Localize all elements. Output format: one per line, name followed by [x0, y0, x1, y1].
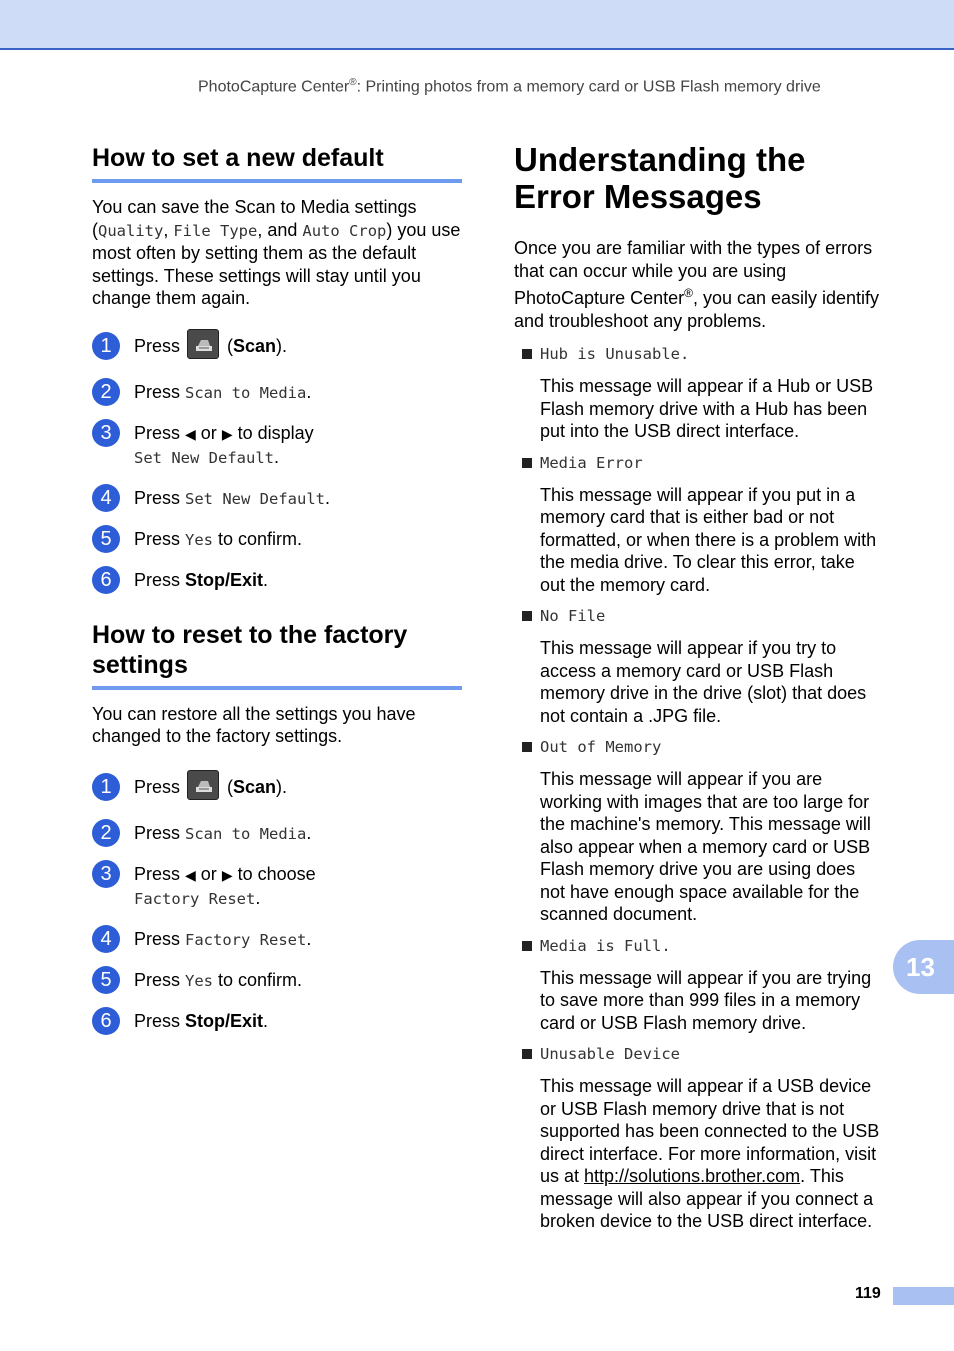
step-item: 1 Press (Scan). [92, 335, 462, 359]
square-bullet-icon [522, 941, 532, 951]
scan-key-icon[interactable] [187, 770, 219, 800]
error-code: Media is Full. [540, 936, 671, 955]
step-number: 3 [92, 860, 120, 888]
page-title: Understanding the Error Messages [514, 141, 806, 215]
step-item: 5 Press Yes to confirm. [92, 528, 462, 552]
error-code: Unusable Device [540, 1045, 680, 1063]
reset-steps [92, 776, 462, 1033]
left-arrow-icon: ◀ [185, 867, 196, 883]
footer-color-bar [893, 1287, 954, 1305]
square-bullet-icon [522, 1049, 532, 1059]
step-item: 2 Press Scan to Media. [92, 822, 462, 846]
step-number: 5 [92, 966, 120, 994]
error-description: This message will appear if you are trying to save more than 999 files in a memory card or USB Flash memory drive. [540, 967, 872, 1033]
error-code: Out of Memory [540, 738, 662, 756]
step-item: 3 Press ◀ or ▶ to choose Factory Reset. [92, 863, 462, 911]
running-header: PhotoCapture Center®: Printing photos from a memory card or USB Flash memory drive [198, 77, 821, 96]
errors-intro: Once you are familiar with the types of errors that can occur while you are using PhotoCapture Center®, you can easily identify and troubleshoot any problems. [514, 238, 880, 331]
default-intro: You can save the Scan to Media settings (Quality, File Type, and Auto Crop) you use most often by setting them as the default settings. These settings will stay until you change them again. [92, 197, 461, 308]
step-item: 3 Press ◀ or ▶ to display Set New Default. [92, 422, 462, 470]
error-description: This message will appear if you try to access a memory card or USB Flash memory drive in the drive (slot) that does not contain a .JPG file. [540, 638, 867, 726]
error-description: This message will appear if you are working with images that are too large for the machine's memory. This message will also appear when a memory card or USB Flash memory drive you are using does not have enough space available for the scanned document. [540, 769, 871, 924]
error-description: This message will appear if a USB device or USB Flash memory drive that is not supported has been connected to the USB direct interface. For more information, visit us at http://solutions.brother.com. This message will also appear if you connect a broken device to the USB direct interface. [540, 1076, 880, 1231]
error-item [514, 737, 884, 926]
square-bullet-icon [522, 349, 532, 359]
support-link[interactable]: http://solutions.brother.com [584, 1166, 801, 1186]
error-code: Hub is Unusable. [540, 345, 690, 363]
right-arrow-icon: ▶ [221, 867, 233, 883]
section-title-factory-reset: How to reset to the factory settings [92, 620, 462, 690]
reset-intro: You can restore all the settings you have changed to the factory settings. [92, 703, 416, 747]
step-number: 4 [92, 925, 120, 953]
step-item: 4 Press Set New Default. [92, 487, 462, 511]
error-code: Media Error [540, 453, 643, 472]
step-item: 1 Press (Scan). [92, 776, 462, 800]
step-number: 2 [92, 819, 120, 847]
chapter-tab: 13 [893, 940, 954, 994]
square-bullet-icon [522, 458, 532, 468]
error-item [514, 453, 884, 597]
step-number: 1 [92, 332, 120, 360]
step-number: 2 [92, 378, 120, 406]
section-title-new-default: How to set a new default [92, 143, 462, 183]
step-item: 4 Press Factory Reset. [92, 928, 462, 952]
error-code: No File [540, 607, 606, 625]
top-color-bar [0, 0, 954, 50]
step-item: 6 Press Stop/Exit. [92, 1010, 462, 1033]
step-number: 6 [92, 1007, 120, 1035]
step-number: 5 [92, 525, 120, 553]
page-number: 119 [855, 1285, 881, 1302]
step-item: 5 Press Yes to confirm. [92, 969, 462, 993]
step-number: 3 [92, 419, 120, 447]
error-item [514, 344, 884, 443]
step-item: 6 Press Stop/Exit. [92, 569, 462, 592]
error-description: This message will appear if you put in a memory card that is either bad or not formatted, or when there is a problem with the media drive. To clear this error, take out the memory card. [540, 484, 877, 595]
step-number: 4 [92, 484, 120, 512]
scan-key-icon[interactable] [187, 329, 219, 359]
error-item [514, 1044, 884, 1233]
right-arrow-icon: ▶ [221, 425, 233, 442]
default-steps [92, 335, 462, 592]
square-bullet-icon [522, 611, 532, 621]
error-description: This message will appear if a Hub or USB Flash memory drive with a Hub has been put into the USB direct interface. [540, 376, 874, 441]
left-arrow-icon: ◀ [185, 425, 196, 442]
right-column [514, 141, 884, 1233]
left-column [92, 143, 462, 1033]
error-item [514, 936, 884, 1035]
error-item [514, 606, 884, 727]
step-number: 6 [92, 566, 120, 594]
step-number: 1 [92, 773, 120, 801]
step-item: 2 Press Scan to Media. [92, 381, 462, 405]
square-bullet-icon [522, 742, 532, 752]
error-list [514, 344, 884, 1233]
